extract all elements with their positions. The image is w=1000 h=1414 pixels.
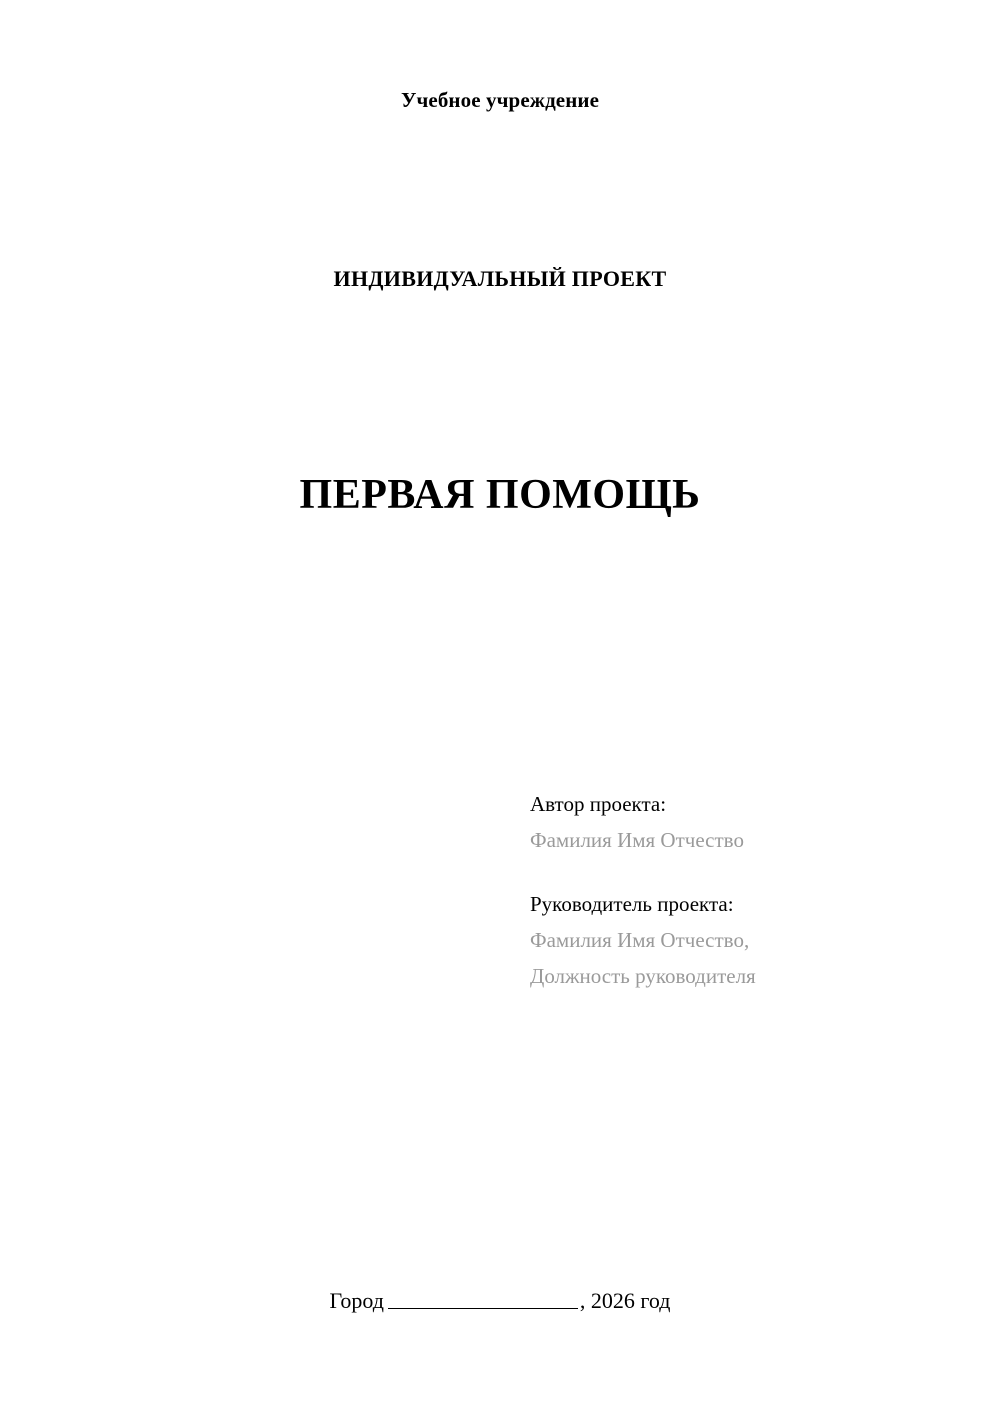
year-text: , 2026 год (579, 1288, 671, 1313)
city-fill-in-rule (388, 1308, 578, 1309)
supervisor-value-line-1: Фамилия Имя Отчество, (530, 928, 750, 953)
document-type: ИНДИВИДУАЛЬНЫЙ ПРОЕКТ (333, 266, 667, 291)
city-label: Город (329, 1288, 384, 1313)
supervisor-block (530, 886, 930, 994)
credits-section (530, 786, 930, 995)
author-value: Фамилия Имя Отчество (530, 828, 744, 853)
institution-name: Учебное учреждение (400, 88, 600, 112)
supervisor-label: Руководитель проекта: (530, 892, 734, 917)
author-block (530, 786, 930, 858)
author-label: Автор проекта: (530, 792, 667, 816)
supervisor-value-line-2: Должность руководителя (530, 964, 756, 989)
page-footer (0, 1288, 1000, 1314)
page-title: ПЕРВАЯ ПОМОЩЬ (299, 472, 701, 519)
